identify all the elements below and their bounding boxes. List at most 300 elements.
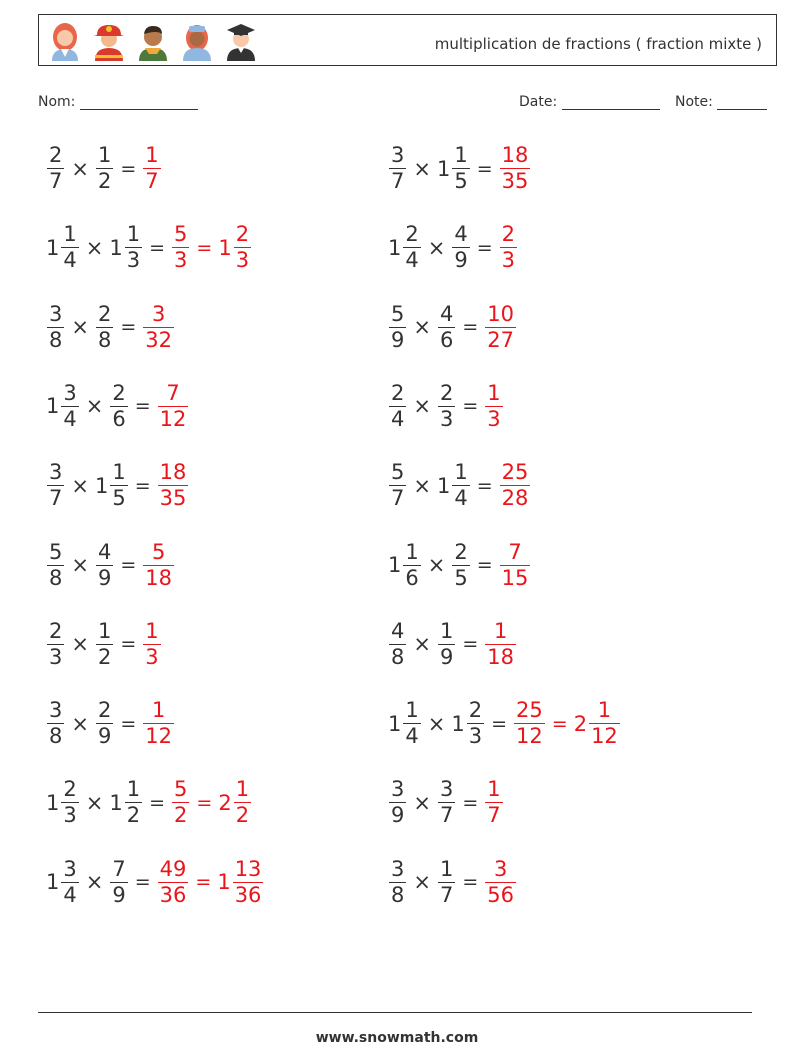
- mixed-number: [142, 700, 175, 747]
- equals-sign: =: [120, 316, 137, 339]
- numerator: 2: [97, 698, 112, 723]
- mixed-number: [46, 779, 80, 826]
- problem-item: [46, 145, 162, 192]
- numerator: 2: [49, 143, 63, 167]
- problem-item: [388, 301, 517, 352]
- whole-part: 1: [388, 711, 402, 736]
- answer: [484, 618, 517, 669]
- numerator: 1: [235, 777, 250, 802]
- answer: [499, 462, 532, 509]
- times-sign: ×: [427, 235, 446, 260]
- times-sign: ×: [413, 394, 431, 419]
- numerator: 3: [391, 777, 405, 802]
- mixed-number: [437, 380, 456, 431]
- numerator: 1: [439, 618, 454, 643]
- numerator: 4: [439, 301, 454, 326]
- fraction: [438, 301, 455, 352]
- mixed-number: [109, 856, 128, 907]
- fraction: [485, 380, 502, 431]
- mixed-number: [109, 380, 128, 431]
- numerator: 2: [49, 618, 63, 643]
- fraction: [438, 856, 455, 907]
- mixed-number: [513, 700, 546, 747]
- mixed-number: [95, 301, 114, 352]
- mixed-number: [46, 856, 80, 907]
- answer: [484, 380, 503, 431]
- denominator: 18: [145, 565, 173, 590]
- denominator: 2: [97, 169, 112, 193]
- numerator: 7: [112, 856, 126, 881]
- denominator: 7: [49, 486, 63, 511]
- denominator: 4: [63, 406, 77, 431]
- mixed-number: [95, 618, 114, 669]
- fraction: [485, 618, 516, 669]
- numerator: 25: [516, 698, 543, 723]
- fraction: [96, 145, 113, 192]
- name-label: Nom:: [38, 94, 76, 110]
- mixed-number: [46, 462, 65, 509]
- fraction: [233, 856, 264, 907]
- denominator: 5: [454, 565, 468, 590]
- mixed-number: [388, 856, 407, 907]
- problem-item: [46, 224, 252, 271]
- numerator: 2: [454, 539, 468, 564]
- numerator: 3: [439, 777, 454, 802]
- fraction: [47, 462, 64, 509]
- numerator: 2: [97, 301, 112, 326]
- equals-sign: =: [120, 157, 137, 180]
- fraction: [61, 380, 78, 431]
- fraction: [500, 145, 531, 192]
- mixed-number: [109, 779, 143, 826]
- denominator: 8: [49, 327, 63, 352]
- numerator: 7: [166, 380, 180, 405]
- worksheet-title: multiplication de fractions ( fraction mixte ): [434, 35, 762, 53]
- fraction: [143, 145, 160, 192]
- fraction: [452, 224, 469, 271]
- mixed-number: [437, 145, 471, 192]
- denominator: 15: [501, 565, 529, 590]
- fraction: [234, 224, 251, 271]
- fraction: [47, 618, 64, 669]
- numerator: 3: [391, 856, 405, 881]
- fraction: [143, 700, 174, 747]
- fraction: [172, 224, 189, 271]
- denominator: 9: [97, 565, 112, 590]
- fraction: [47, 539, 64, 590]
- equals-sign: =: [134, 871, 151, 894]
- times-sign: ×: [427, 711, 446, 736]
- footer-divider: [38, 1012, 752, 1013]
- whole-part: 1: [388, 553, 402, 577]
- times-sign: ×: [413, 870, 431, 895]
- fraction: [110, 462, 127, 509]
- fraction: [110, 380, 127, 431]
- fraction: [438, 380, 455, 431]
- denominator: 7: [49, 169, 63, 193]
- denominator: 3: [174, 248, 188, 273]
- mixed-number: [217, 856, 264, 907]
- fraction: [389, 779, 406, 826]
- problem-item: [388, 779, 504, 826]
- fraction: [143, 301, 174, 352]
- times-sign: ×: [413, 790, 431, 815]
- numerator: 1: [487, 380, 501, 405]
- equals-sign: =: [120, 554, 137, 576]
- times-sign: ×: [71, 553, 89, 577]
- equals-sign: =: [462, 395, 479, 418]
- whole-part: 1: [109, 790, 123, 815]
- times-sign: ×: [71, 156, 89, 181]
- denominator: 27: [487, 327, 515, 352]
- numerator: 4: [454, 222, 468, 247]
- numerator: 18: [501, 143, 529, 167]
- nurse-avatar-icon: [179, 21, 215, 61]
- numerator: 5: [391, 301, 405, 326]
- times-sign: ×: [85, 235, 104, 260]
- denominator: 7: [439, 882, 454, 907]
- times-sign: ×: [413, 632, 431, 657]
- fraction: [485, 856, 516, 907]
- mixed-number: [437, 618, 456, 669]
- fraction: [47, 145, 64, 192]
- numerator: 1: [493, 618, 508, 643]
- problem-item: [46, 462, 189, 509]
- numerator: 5: [151, 539, 166, 564]
- fraction: [403, 700, 420, 747]
- answer: [171, 779, 252, 826]
- numerator: 5: [174, 777, 188, 802]
- mixed-number: [499, 224, 518, 271]
- denominator: 36: [159, 882, 187, 907]
- answer: [499, 145, 532, 192]
- denominator: 5: [112, 486, 126, 511]
- answer: [171, 224, 252, 271]
- fraction: [485, 779, 502, 826]
- fraction: [389, 301, 406, 352]
- times-sign: ×: [71, 711, 89, 736]
- denominator: 8: [97, 327, 112, 352]
- answer: [484, 301, 517, 352]
- problem-item: [388, 618, 517, 669]
- denominator: 4: [391, 406, 405, 431]
- numerator: 1: [597, 698, 612, 723]
- times-sign: ×: [413, 315, 431, 340]
- numerator: 1: [97, 618, 112, 643]
- denominator: 35: [501, 169, 529, 193]
- whole-part: 1: [217, 870, 231, 895]
- mixed-number: [437, 779, 456, 826]
- denominator: 2: [97, 644, 112, 669]
- note-field: [675, 94, 767, 110]
- fraction: [452, 462, 469, 509]
- numerator: 1: [439, 856, 454, 881]
- mixed-number: [171, 224, 190, 271]
- whole-part: 2: [218, 790, 232, 815]
- denominator: 9: [112, 882, 126, 907]
- date-label: Date:: [519, 94, 558, 110]
- denominator: 5: [454, 169, 468, 193]
- footer-url: www.snowmath.com: [315, 1030, 479, 1046]
- mixed-number: [574, 700, 621, 747]
- numerator: 2: [468, 698, 483, 723]
- mixed-number: [142, 618, 161, 669]
- fraction: [61, 224, 78, 271]
- name-blank: [80, 95, 198, 110]
- numerator: 1: [112, 460, 126, 485]
- mixed-number: [388, 380, 407, 431]
- mixed-number: [388, 779, 407, 826]
- graduate-avatar-icon: [223, 21, 259, 61]
- denominator: 18: [487, 644, 515, 669]
- problem-item: [388, 462, 531, 509]
- answer: [142, 301, 175, 352]
- fraction: [96, 539, 113, 590]
- answer: [499, 224, 518, 271]
- times-sign: ×: [71, 315, 89, 340]
- mixed-number: [499, 462, 532, 509]
- denominator: 7: [145, 169, 159, 193]
- mixed-number: [451, 539, 470, 590]
- numerator: 1: [97, 143, 112, 167]
- denominator: 3: [487, 406, 501, 431]
- fraction: [47, 301, 64, 352]
- fraction: [403, 539, 420, 590]
- equals-sign: =: [195, 871, 212, 894]
- fraction: [452, 145, 469, 192]
- answer: [484, 856, 517, 907]
- equals-sign: =: [462, 791, 479, 814]
- problem-item: [46, 301, 175, 352]
- fraction: [403, 224, 420, 271]
- mixed-number: [437, 856, 456, 907]
- denominator: 6: [405, 565, 419, 590]
- whole-part: 1: [436, 473, 451, 498]
- fraction: [438, 779, 455, 826]
- denominator: 35: [159, 486, 187, 511]
- denominator: 4: [63, 248, 77, 273]
- denominator: 8: [391, 644, 405, 669]
- equals-sign: =: [134, 395, 151, 418]
- numerator: 2: [391, 380, 405, 405]
- denominator: 3: [235, 248, 250, 273]
- denominator: 9: [454, 248, 468, 273]
- mixed-number: [157, 380, 190, 431]
- times-sign: ×: [85, 870, 104, 895]
- equals-sign: =: [476, 554, 493, 576]
- numerator: 2: [235, 222, 250, 247]
- date-blank: [562, 95, 660, 110]
- equals-sign: =: [134, 474, 151, 497]
- equals-sign: =: [462, 633, 479, 656]
- numerator: 3: [391, 143, 405, 167]
- fraction: [467, 700, 484, 747]
- mixed-number: [388, 700, 422, 747]
- problem-item: [388, 700, 621, 747]
- man-avatar-icon: [135, 21, 171, 61]
- fraction: [438, 618, 455, 669]
- numerator: 3: [63, 380, 77, 405]
- whole-part: 1: [451, 711, 465, 736]
- mixed-number: [484, 779, 503, 826]
- answer: [142, 618, 161, 669]
- denominator: 7: [487, 803, 501, 828]
- mixed-number: [95, 539, 114, 590]
- fraction: [96, 301, 113, 352]
- equals-sign: =: [120, 633, 137, 656]
- numerator: 2: [112, 380, 126, 405]
- answer: [142, 145, 161, 192]
- equals-sign: =: [491, 712, 508, 735]
- mixed-number: [157, 856, 190, 907]
- denominator: 9: [391, 803, 405, 828]
- times-sign: ×: [85, 790, 104, 815]
- fraction: [389, 856, 406, 907]
- denominator: 4: [405, 724, 419, 749]
- numerator: 1: [454, 460, 468, 485]
- numerator: 3: [49, 698, 63, 723]
- fraction: [158, 856, 189, 907]
- denominator: 56: [487, 882, 515, 907]
- fraction: [61, 856, 78, 907]
- whole-part: 1: [388, 235, 402, 260]
- numerator: 1: [126, 777, 141, 802]
- numerator: 49: [159, 856, 187, 881]
- denominator: 2: [126, 803, 141, 828]
- problem-item: [46, 700, 175, 747]
- fraction: [514, 700, 545, 747]
- times-sign: ×: [427, 553, 446, 577]
- fraction: [389, 462, 406, 509]
- whole-part: 1: [109, 235, 123, 260]
- mixed-number: [142, 539, 175, 590]
- fraction: [96, 700, 113, 747]
- problem-item: [46, 380, 189, 431]
- note-blank: [717, 95, 767, 110]
- denominator: 12: [159, 406, 187, 431]
- fraction: [110, 856, 127, 907]
- equals-sign: =: [196, 236, 213, 259]
- denominator: 3: [63, 803, 77, 828]
- whole-part: 1: [46, 870, 60, 895]
- numerator: 1: [151, 698, 166, 723]
- equals-sign: =: [476, 157, 493, 180]
- denominator: 7: [391, 486, 405, 511]
- denominator: 7: [391, 169, 405, 193]
- numerator: 2: [63, 777, 77, 802]
- denominator: 4: [405, 248, 419, 273]
- whole-part: 1: [46, 235, 60, 260]
- fraction: [172, 779, 189, 826]
- problem-item: [46, 618, 162, 669]
- mixed-number: [499, 145, 532, 192]
- denominator: 9: [391, 327, 405, 352]
- fraction: [143, 618, 160, 669]
- answer: [157, 856, 265, 907]
- fraction: [125, 779, 142, 826]
- numerator: 4: [97, 539, 112, 564]
- denominator: 32: [145, 327, 173, 352]
- numerator: 3: [493, 856, 508, 881]
- problem-item: [46, 856, 264, 907]
- equals-sign: =: [476, 236, 493, 259]
- numerator: 1: [63, 222, 77, 247]
- answer: [499, 539, 532, 590]
- whole-part: 2: [573, 711, 588, 736]
- date-field: [519, 94, 660, 110]
- denominator: 2: [235, 803, 250, 828]
- mixed-number: [388, 618, 407, 669]
- denominator: 3: [439, 406, 454, 431]
- fraction: [234, 779, 251, 826]
- fraction: [158, 380, 189, 431]
- note-label: Note:: [675, 94, 713, 110]
- denominator: 12: [516, 724, 543, 749]
- answer: [142, 700, 175, 747]
- fraction: [389, 145, 406, 192]
- denominator: 8: [49, 565, 63, 590]
- numerator: 2: [405, 222, 419, 247]
- mixed-number: [388, 224, 422, 271]
- fraction: [500, 539, 531, 590]
- mixed-number: [484, 618, 517, 669]
- fraction: [452, 539, 469, 590]
- equals-sign: =: [462, 316, 479, 339]
- denominator: 12: [591, 724, 618, 749]
- mixed-number: [171, 779, 190, 826]
- mixed-number: [95, 145, 114, 192]
- mixed-number: [95, 462, 129, 509]
- mixed-number: [46, 224, 80, 271]
- numerator: 25: [501, 460, 529, 485]
- equals-sign: =: [551, 712, 568, 735]
- mixed-number: [451, 224, 470, 271]
- numerator: 5: [174, 222, 188, 247]
- denominator: 4: [63, 882, 77, 907]
- fraction: [61, 779, 78, 826]
- denominator: 8: [49, 724, 63, 749]
- numerator: 3: [151, 301, 166, 326]
- answer: [157, 380, 190, 431]
- problem-item: [46, 779, 252, 826]
- mixed-number: [451, 700, 485, 747]
- numerator: 3: [49, 460, 63, 485]
- whole-part: 1: [218, 235, 232, 260]
- times-sign: ×: [71, 473, 89, 498]
- mixed-number: [142, 145, 161, 192]
- times-sign: ×: [71, 632, 89, 657]
- numerator: 2: [501, 222, 516, 247]
- answer: [157, 462, 190, 509]
- fraction: [485, 301, 516, 352]
- denominator: 9: [439, 644, 454, 669]
- problem-item: [46, 539, 175, 590]
- mixed-number: [484, 380, 503, 431]
- equals-sign: =: [196, 791, 213, 814]
- fraction: [500, 224, 517, 271]
- numerator: 4: [391, 618, 405, 643]
- mixed-number: [218, 224, 252, 271]
- numerator: 18: [159, 460, 187, 485]
- denominator: 6: [112, 406, 126, 431]
- denominator: 3: [49, 644, 63, 669]
- times-sign: ×: [413, 156, 431, 181]
- times-sign: ×: [413, 473, 431, 498]
- mixed-number: [484, 301, 517, 352]
- denominator: 2: [174, 803, 188, 828]
- mixed-number: [499, 539, 532, 590]
- fraction: [47, 700, 64, 747]
